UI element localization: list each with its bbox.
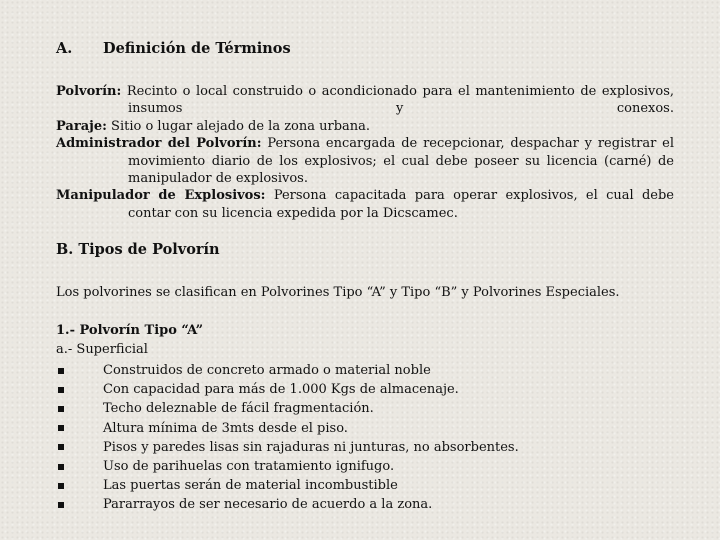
definition-item: [56, 118, 674, 135]
definition-text: Recinto o local construido o acondicionado para el mantenimiento de explosivos, insumos y conexos.: [126, 84, 674, 117]
section-a-title: Definición de Términos: [103, 40, 291, 57]
tipo-a-subtitle: a.- Superficial: [56, 342, 148, 357]
list-item-text: Pisos y paredes lisas sin rajaduras ni junturas, no absorbentes.: [103, 439, 519, 455]
section-b-intro: Los polvorines se clasifican en Polvorines Tipo “A” y Tipo “B” y Polvorines Especiales.: [56, 285, 620, 300]
definitions-list: [56, 83, 674, 222]
definition-text: Persona capacitada para operar explosivos, el cual debe contar con su licencia expedida por la Dicscamec.: [128, 188, 675, 221]
list-item: [56, 361, 519, 380]
square-bullet-icon: [58, 483, 64, 489]
definition-term: Polvorín:: [56, 84, 122, 99]
square-bullet-icon: [58, 406, 64, 412]
list-item: [56, 380, 519, 399]
list-item: [56, 457, 519, 476]
definition-text: Persona encargada de recepcionar, despachar y registrar el movimiento diario de los explosivos; el cual debe poseer su licencia (carné) de manipulador de explosivos.: [128, 136, 674, 187]
definition-term: Administrador del Polvorín:: [56, 136, 262, 152]
list-item-text: Uso de parihuelas con tratamiento ignifugo.: [103, 458, 395, 474]
list-item-text: Techo deleznable de fácil fragmentación.: [103, 401, 374, 417]
definition-item: [56, 187, 674, 222]
list-item-text: Pararrayos de ser necesario de acuerdo a la zona.: [103, 497, 433, 513]
definition-term: Paraje:: [56, 118, 107, 134]
square-bullet-icon: [58, 502, 64, 508]
square-bullet-icon: [58, 368, 64, 374]
section-a-letter: A.: [56, 40, 73, 57]
square-bullet-icon: [58, 425, 64, 431]
list-item-text: Con capacidad para más de 1.000 Kgs de almacenaje.: [103, 382, 459, 398]
list-item-text: Las puertas serán de material incombustible: [103, 478, 398, 494]
list-item: [56, 399, 519, 418]
tipo-a-bullet-list: [56, 361, 519, 515]
section-b-heading: B. Tipos de Polvorín: [56, 241, 220, 258]
square-bullet-icon: [58, 444, 64, 450]
definition-term: Manipulador de Explosivos:: [56, 188, 266, 204]
list-item: [56, 438, 519, 457]
list-item-text: Altura mínima de 3mts desde el piso.: [103, 420, 348, 436]
square-bullet-icon: [58, 387, 64, 393]
definition-text: Sitio o lugar alejado de la zona urbana.: [111, 118, 371, 134]
definition-item: [56, 135, 674, 187]
list-item: [56, 495, 519, 514]
list-item-text: Construidos de concreto armado o material noble: [103, 363, 431, 378]
square-bullet-icon: [58, 464, 64, 470]
list-item: [56, 419, 519, 438]
section-a-heading: [56, 40, 291, 57]
tipo-a-title: 1.- Polvorín Tipo “A”: [56, 323, 204, 338]
list-item: [56, 476, 519, 495]
definition-item: [56, 83, 674, 118]
